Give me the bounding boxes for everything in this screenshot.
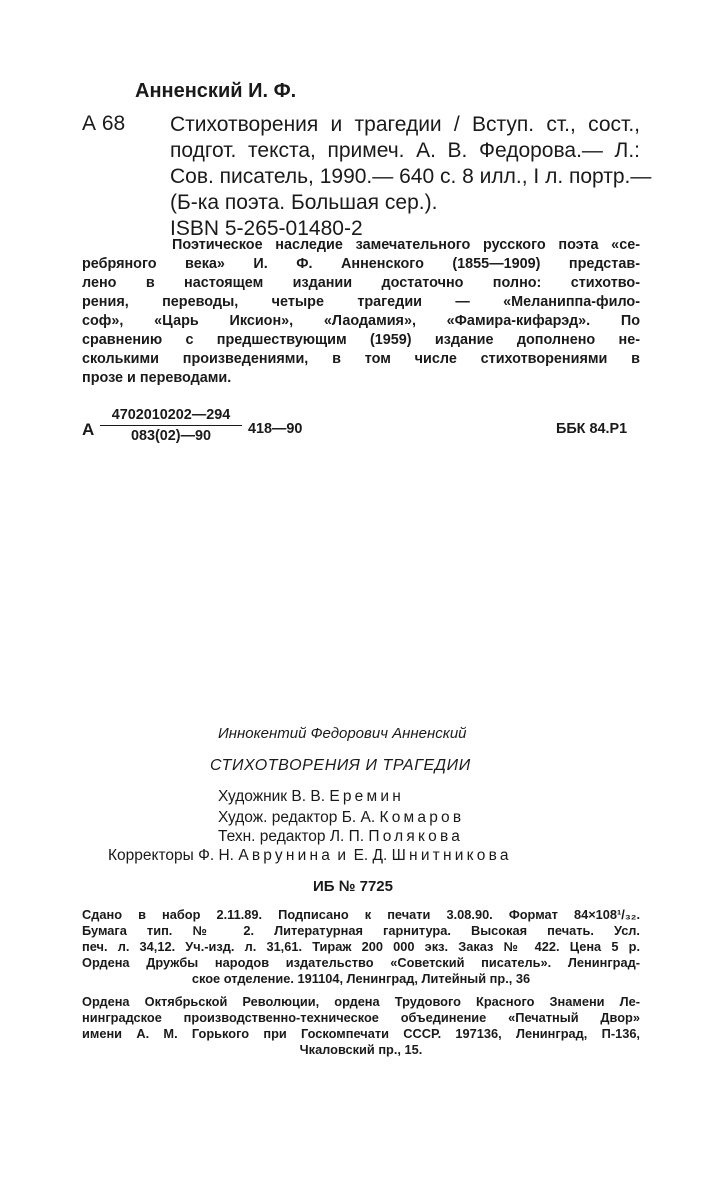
- ib-number: ИБ № 7725: [313, 878, 393, 895]
- annotation: [82, 236, 640, 388]
- index-fraction: [100, 407, 242, 444]
- isbn-line: ISBN 5-265-01480-2: [170, 217, 363, 240]
- credit-surname: Комаров: [379, 809, 465, 826]
- credit-conjunction: и: [337, 847, 350, 864]
- print-technical-data: [82, 907, 640, 987]
- bib-line: (Б-ка поэта. Большая сер.).: [170, 191, 438, 214]
- annotation-line: соф», «Царь Иксион», «Лаодамия», «Фамира-кифарэд». По: [82, 313, 640, 329]
- credit-initials: Ф. Н.: [198, 847, 234, 864]
- tech-line: Ордена Дружбы народов издательство «Советский писатель». Ленинград-: [82, 955, 640, 970]
- credit-surname: Аврунина: [238, 847, 334, 864]
- credit-art-editor: [218, 809, 464, 827]
- bib-line: подгот. текста, примеч. А. В. Федорова.— Л.:: [170, 139, 640, 162]
- credit-initials: В. В.: [291, 788, 326, 805]
- printer-line: имени А. М. Горького при Госкомпечати СССР. 197136, Ленинград, П-136,: [82, 1026, 640, 1041]
- tech-line: Бумага тип. № 2. Литературная гарнитура. Высокая печать. Усл.: [82, 923, 640, 938]
- credit-role: Техн. редактор: [218, 828, 326, 845]
- annotation-line: Поэтическое наследие замечательного русского поэта «се-: [172, 237, 640, 253]
- index-letter: А: [82, 420, 95, 439]
- bib-line: Стихотворения и трагедии / Вступ. ст., сост.,: [170, 113, 640, 136]
- credit-surname-2: Шнитникова: [391, 847, 512, 864]
- index-numerator: 4702010202—294: [100, 407, 242, 426]
- credit-role: Художник: [218, 788, 288, 805]
- call-code: А 68: [82, 112, 126, 135]
- index-denominator: 083(02)—90: [131, 428, 211, 444]
- printer-info: [82, 994, 640, 1058]
- annotation-line: рения, переводы, четыре трагедии — «Меланиппа-фило-: [82, 294, 640, 310]
- credit-role: Худож. редактор: [218, 809, 338, 826]
- tech-line: Сдано в набор 2.11.89. Подписано к печати 3.08.90. Формат 84×108¹/₃₂.: [82, 907, 640, 922]
- imprint-author: Иннокентий Федорович Анненский: [218, 725, 467, 742]
- annotation-line: ребряного века» И. Ф. Анненского (1855—1909) представ-: [82, 256, 640, 272]
- tech-line: печ. л. 34,12. Уч.-изд. л. 31,61. Тираж 200 000 экз. Заказ № 422. Цена 5 р.: [82, 939, 640, 954]
- credit-initials-2: Е. Д.: [353, 847, 388, 864]
- bib-line: Сов. писатель, 1990.— 640 с. 8 илл., I л. портр.—: [170, 165, 652, 188]
- credit-role: Корректоры: [108, 847, 194, 864]
- author-heading: Анненский И. Ф.: [135, 80, 297, 102]
- credit-initials: Л. П.: [329, 828, 365, 845]
- annotation-line: сравнению с предшествующим (1959) издание дополнено не-: [82, 332, 640, 348]
- tech-line: ское отделение. 191104, Ленинград, Литейный пр., 36: [191, 971, 531, 986]
- annotation-line: прозе и переводами.: [82, 370, 232, 386]
- credit-surname: Еремин: [329, 788, 404, 805]
- bibliographic-description: [170, 112, 652, 242]
- imprint-title: СТИХОТВОРЕНИЯ И ТРАГЕДИИ: [210, 757, 471, 774]
- credit-artist: [218, 788, 404, 806]
- index-suffix: 418—90: [248, 421, 303, 437]
- annotation-line: лено в настоящем издании достаточно полно: стихотво-: [82, 275, 640, 291]
- credit-proofreaders: [108, 847, 512, 865]
- bbk-code: ББК 84.Р1: [556, 421, 628, 437]
- printer-line: Ордена Октябрьской Революции, ордена Трудового Красного Знамени Ле-: [82, 994, 640, 1009]
- credit-tech-editor: [218, 828, 463, 846]
- annotation-line: сколькими произведениями, в том числе стихотворениями в: [82, 351, 640, 367]
- credit-surname: Полякова: [368, 828, 464, 845]
- printer-line: Чкаловский пр., 15.: [299, 1042, 423, 1057]
- credit-initials: Б. А.: [341, 809, 376, 826]
- printer-line: нинградское производственно-техническое объединение «Печатный Двор»: [82, 1010, 640, 1025]
